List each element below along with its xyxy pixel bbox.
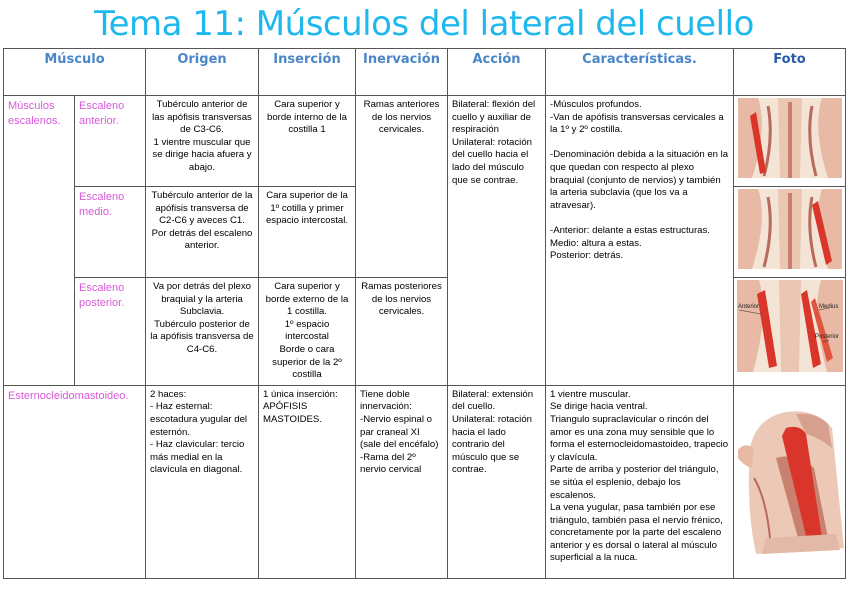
photo-cell-medio [734,187,846,278]
inervacion-posterior: Ramas posteriores de los nervios cervicales. [356,278,448,386]
header-accion: Acción [448,49,546,96]
header-caracteristicas: Características. [546,49,734,96]
header-inervacion: Inervación [356,49,448,96]
caracteristicas-escalenos: -Músculos profundos. -Van de apófisis transversas cervicales a la 1º y 2º costilla. -Denominación debida a la situación en la que quedan con respecto al plexo braquial (conjunto de nervios) y también la arteria subclavia (que los va a atravesar). -Anterior: delante a estas estructuras. Medio: altura a estas. Posterior: detrás. [546,96,734,386]
group-label-escalenos: Músculos escalenos. [4,96,75,386]
photo-cell-anterior [734,96,846,187]
insercion-posterior: Cara superior y borde externo de la 1 costilla. 1º espacio intercostal Borde o cara superior de la 2º costilla [259,278,356,386]
origen-esterno: 2 haces: - Haz esternal: escotadura yugular del esternón. - Haz clavicular: tercio más medial en la clavícula en diagonal. [146,385,259,578]
muscle-name-esternocleidomastoideo: Esternocleidomastoideo. [4,385,146,578]
neck-anatomy-image-posterior [737,280,843,372]
inervacion-anterior-medio: Ramas anteriores de los nervios cervicales. [356,96,448,278]
insercion-anterior: Cara superior y borde interno de la costilla 1 [259,96,356,187]
accion-escalenos: Bilateral: flexión del cuello y auxiliar de respiración Unilateral: rotación del cuello hacia el lado del músculo que se contrae. [448,96,546,386]
muscle-name-anterior: Escaleno anterior. [75,96,146,187]
photo-cell-esterno [734,385,846,578]
neck-side-anatomy-image [736,388,844,558]
photo-cell-posterior [734,278,846,386]
table-row-escaleno-anterior [4,96,846,187]
muscle-name-posterior: Escaleno posterior. [75,278,146,386]
page-title: Tema 11: Músculos del lateral del cuello [94,4,754,44]
header-foto: Foto [734,49,846,96]
photo-label-medius: Medius [818,304,838,310]
origen-medio: Tubérculo anterior de la apófisis transversa de C2-C6 y aveces C1. Por detrás del escaleno anterior. [146,187,259,278]
origen-anterior: Tubérculo anterior de las apófisis transversas de C3-C6. 1 vientre muscular que se dirige hacia afuera y abajo. [146,96,259,187]
muscle-name-medio: Escaleno medio. [75,187,146,278]
accion-esterno: Bilateral: extensión del cuello. Unilateral: rotación hacia el lado contrario del músculo que se contrae. [448,385,546,578]
inervacion-esterno: Tiene doble innervación: -Nervio espinal o par craneal XI (sale del encéfalo) -Rama del 2º nervio cervical [356,385,448,578]
neck-anatomy-image-medio [738,189,842,269]
muscles-table [3,48,846,579]
header-origen: Origen [146,49,259,96]
insercion-medio: Cara superior de la 1º cotilla y primer espacio intercostal. [259,187,356,278]
photo-label-posterior: Posterior [814,334,839,340]
neck-anatomy-image-anterior [738,98,842,178]
header-row [4,49,846,96]
header-musculo: Músculo [4,49,146,96]
origen-posterior: Va por detrás del plexo braquial y la arteria Subclavia. Tubérculo posterior de la apófisis transversa de C4-C6. [146,278,259,386]
photo-label-anterior: Anterior [737,304,759,310]
table-row-esternocleidomastoideo [4,385,846,578]
header-insercion: Inserción [259,49,356,96]
insercion-esterno: 1 única inserción: APÓFISIS MASTOIDES. [259,385,356,578]
caracteristicas-esterno: 1 vientre muscular. Se dirige hacia ventral. Triangulo supraclavicular o rincón del amor es una zona muy sensible que lo forma el esternocleidomastoideo, trapecio y clavícula. Parte de arriba y posterior del triángulo, se sitúa el esplenio, debajo los escalenos. La vena yugular, pasa también por ese triángulo, también pasa el nervio frénico, concretamente por la parte del escaleno anterior y es dorsal o lateral al músculo superficial a la nuca. [546,385,734,578]
